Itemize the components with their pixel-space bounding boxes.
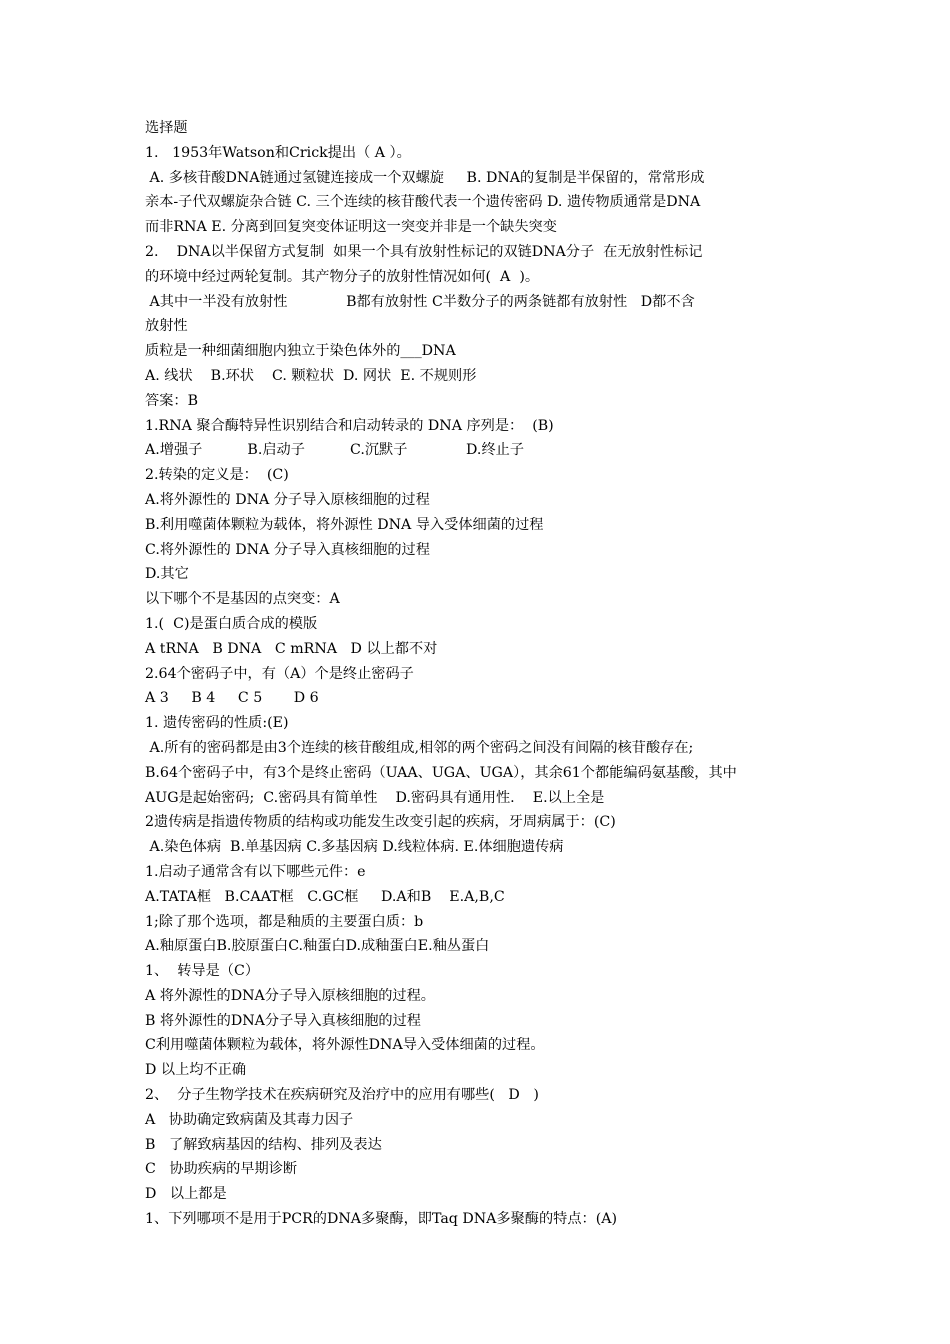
text-line: 2、 分子生物学技术在疾病研究及治疗中的应用有哪些( D )	[145, 1087, 539, 1104]
text-line: AUG是起始密码; C.密码具有简单性 D.密码具有通用性. E.以上全是	[145, 789, 605, 806]
text-line: 2. DNA以半保留方式复制 如果一个具有放射性标记的双链DNA分子 在无放射性标记	[145, 243, 703, 260]
text-line: A.釉原蛋白B.胶原蛋白C.釉蛋白D.成釉蛋白E.釉丛蛋白	[145, 938, 490, 955]
text-line: 1.RNA 聚合酶特异性识别结合和启动转录的 DNA 序列是： (B)	[145, 417, 554, 434]
text-line: 2.转染的定义是： (C)	[145, 467, 289, 484]
text-line: D 以上都是	[145, 1186, 227, 1203]
text-line: A.增强子 B.启动子 C.沉默子 D.终止子	[145, 442, 525, 459]
text-line: 选择题	[145, 120, 188, 136]
text-line: A其中一半没有放射性 B都有放射性 C半数分子的两条链都有放射性 D都不含	[145, 293, 695, 310]
text-line: 1. 1953年Watson和Crick提出（ A ）。	[145, 144, 411, 161]
text-line: 2遗传病是指遗传物质的结构或功能发生改变引起的疾病，牙周病属于：(C)	[145, 814, 616, 831]
text-line: A 将外源性的DNA分子导入原核细胞的过程。	[145, 987, 435, 1004]
text-line: 亲本-子代双螺旋杂合链 C. 三个连续的核苷酸代表一个遗传密码 D. 遗传物质通常是DNA	[145, 194, 701, 211]
text-line: A tRNA B DNA C mRNA D 以上都不对	[145, 640, 438, 657]
text-line: B 将外源性的DNA分子导入真核细胞的过程	[145, 1012, 421, 1029]
text-line: 答案：B	[145, 392, 198, 409]
text-line: C.将外源性的 DNA 分子导入真核细胞的过程	[145, 541, 430, 558]
text-line: 1. 遗传密码的性质:(E)	[145, 715, 289, 732]
text-line: B 了解致病基因的结构、排列及表达	[145, 1136, 382, 1153]
text-line: 而非RNA E. 分离到回复突变体证明这一突变并非是一个缺失突变	[145, 219, 557, 236]
document-body	[145, 116, 815, 1232]
text-line: A 3 B 4 C 5 D 6	[145, 690, 319, 707]
text-line: 放射性	[145, 318, 188, 335]
text-line: 1.( C)是蛋白质合成的模版	[145, 615, 318, 632]
text-line: D 以上均不正确	[145, 1062, 247, 1079]
text-line: 1;除了那个选项，都是釉质的主要蛋白质：b	[145, 913, 424, 930]
text-line: A.所有的密码都是由3个连续的核苷酸组成,相邻的两个密码之间没有间隔的核苷酸存在;	[145, 739, 694, 756]
text-line: A. 线状 B.环状 C. 颗粒状 D. 网状 E. 不规则形	[145, 367, 477, 384]
text-line: A. 多核苷酸DNA链通过氢键连接成一个双螺旋 B. DNA的复制是半保留的，常常形成	[145, 169, 705, 186]
text-line: 1.启动子通常含有以下哪些元件：e	[145, 863, 366, 880]
text-line: 以下哪个不是基因的点突变：A	[145, 591, 340, 608]
text-line: C 协助疾病的早期诊断	[145, 1161, 298, 1178]
text-line: B.64个密码子中，有3个是终止密码（UAA、UGA、UGA），其余61个都能编码氨基酸，其中	[145, 764, 737, 781]
text-line: 质粒是一种细菌细胞内独立于染色体外的___DNA	[145, 343, 456, 360]
text-line: A.染色体病 B.单基因病 C.多基因病 D.线粒体病. E.体细胞遗传病	[145, 839, 564, 856]
text-line: A.TATA框 B.CAAT框 C.GC框 D.A和B E.A,B,C	[145, 888, 505, 905]
text-line: B.利用噬菌体颗粒为载体，将外源性 DNA 导入受体细菌的过程	[145, 516, 544, 533]
text-line: 的环境中经过两轮复制。其产物分子的放射性情况如何( A )。	[145, 268, 540, 285]
text-line: C利用噬菌体颗粒为载体，将外源性DNA导入受体细菌的过程。	[145, 1037, 545, 1054]
text-line: 1、下列哪项不是用于PCR的DNA多聚酶，即Taq DNA多聚酶的特点：(A)	[145, 1211, 618, 1228]
text-line: A 协助确定致病菌及其毒力因子	[145, 1111, 354, 1128]
text-line: 2.64个密码子中，有（A）个是终止密码子	[145, 665, 414, 682]
text-line: A.将外源性的 DNA 分子导入原核细胞的过程	[145, 491, 430, 508]
text-line: D.其它	[145, 566, 189, 583]
text-line: 1、 转导是（C）	[145, 963, 260, 980]
